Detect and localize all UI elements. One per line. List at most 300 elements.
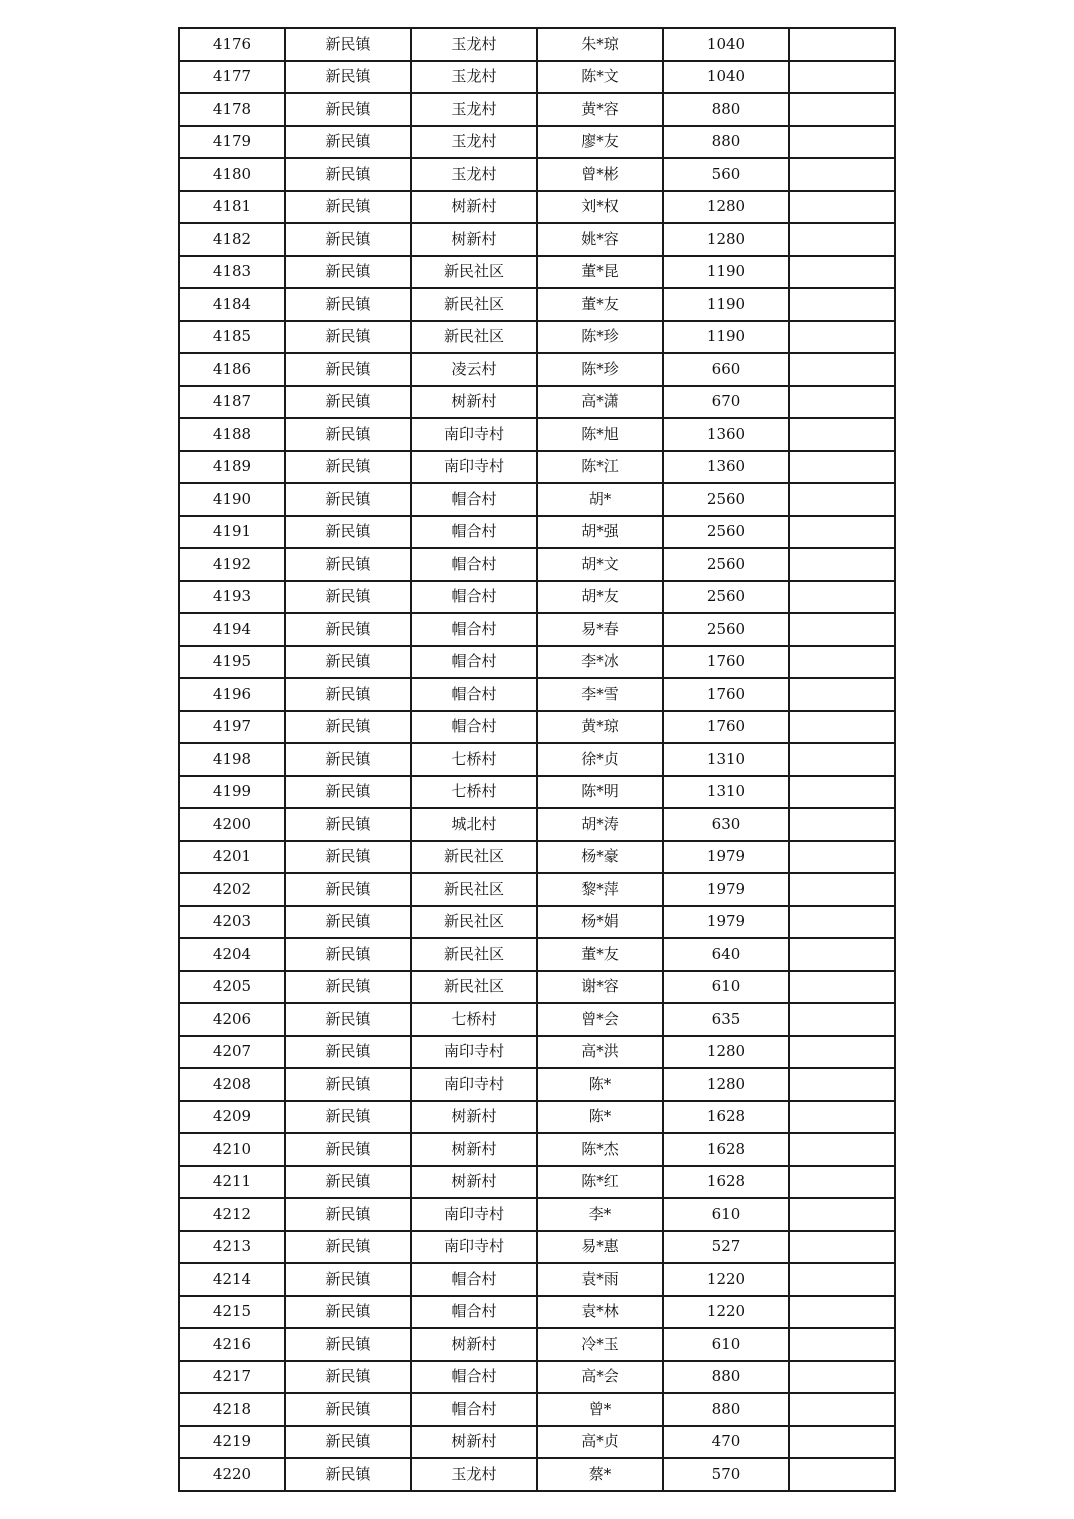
table-row [179,1231,895,1264]
village-cell: 帽合村 [411,1361,537,1394]
town-cell: 新民镇 [285,483,411,516]
table-row [179,776,895,809]
name-cell: 陈*珍 [537,353,663,386]
town-cell: 新民镇 [285,613,411,646]
table-row [179,256,895,289]
table-row [179,1101,895,1134]
village-cell: 七桥村 [411,1003,537,1036]
town-cell: 新民镇 [285,256,411,289]
village-cell: 新民社区 [411,873,537,906]
village-cell: 帽合村 [411,1393,537,1426]
amount-cell: 1040 [663,61,789,94]
amount-cell: 1280 [663,223,789,256]
town-cell: 新民镇 [285,841,411,874]
note-cell [789,1133,895,1166]
note-cell [789,223,895,256]
village-cell: 树新村 [411,1328,537,1361]
table-row [179,1426,895,1459]
name-cell: 杨*娟 [537,906,663,939]
name-cell: 胡*涛 [537,808,663,841]
amount-cell: 635 [663,1003,789,1036]
table-row [179,158,895,191]
table-row [179,386,895,419]
note-cell [789,158,895,191]
town-cell: 新民镇 [285,516,411,549]
town-cell: 新民镇 [285,906,411,939]
name-cell: 陈*旭 [537,418,663,451]
amount-cell: 1628 [663,1133,789,1166]
note-cell [789,1426,895,1459]
serial-number-cell: 4214 [179,1263,285,1296]
serial-number-cell: 4182 [179,223,285,256]
table-row [179,93,895,126]
serial-number-cell: 4203 [179,906,285,939]
village-cell: 城北村 [411,808,537,841]
amount-cell: 2560 [663,483,789,516]
serial-number-cell: 4206 [179,1003,285,1036]
town-cell: 新民镇 [285,581,411,614]
table-row [179,1328,895,1361]
table-row [179,1036,895,1069]
serial-number-cell: 4207 [179,1036,285,1069]
amount-cell: 1280 [663,191,789,224]
name-cell: 高*潇 [537,386,663,419]
village-cell: 南印寺村 [411,1231,537,1264]
village-cell: 玉龙村 [411,61,537,94]
village-cell: 玉龙村 [411,28,537,61]
name-cell: 袁*雨 [537,1263,663,1296]
village-cell: 帽合村 [411,581,537,614]
note-cell [789,841,895,874]
name-cell: 陈*珍 [537,321,663,354]
serial-number-cell: 4205 [179,971,285,1004]
town-cell: 新民镇 [285,646,411,679]
amount-cell: 1310 [663,743,789,776]
serial-number-cell: 4204 [179,938,285,971]
name-cell: 董*友 [537,288,663,321]
village-cell: 树新村 [411,191,537,224]
note-cell [789,548,895,581]
table-row [179,971,895,1004]
amount-cell: 560 [663,158,789,191]
table-row [179,1296,895,1329]
note-cell [789,1361,895,1394]
name-cell: 徐*贞 [537,743,663,776]
amount-cell: 2560 [663,613,789,646]
town-cell: 新民镇 [285,61,411,94]
serial-number-cell: 4185 [179,321,285,354]
amount-cell: 1760 [663,646,789,679]
village-cell: 帽合村 [411,613,537,646]
town-cell: 新民镇 [285,1133,411,1166]
town-cell: 新民镇 [285,288,411,321]
note-cell [789,386,895,419]
town-cell: 新民镇 [285,1003,411,1036]
village-cell: 凌云村 [411,353,537,386]
table-row [179,938,895,971]
name-cell: 陈* [537,1101,663,1134]
serial-number-cell: 4212 [179,1198,285,1231]
village-cell: 树新村 [411,223,537,256]
note-cell [789,743,895,776]
note-cell [789,126,895,159]
town-cell: 新民镇 [285,743,411,776]
table-row [179,613,895,646]
village-cell: 南印寺村 [411,1068,537,1101]
name-cell: 曾*会 [537,1003,663,1036]
serial-number-cell: 4211 [179,1166,285,1199]
name-cell: 李*雪 [537,678,663,711]
village-cell: 帽合村 [411,711,537,744]
village-cell: 玉龙村 [411,1458,537,1491]
table-row [179,548,895,581]
table-row [179,1133,895,1166]
note-cell [789,93,895,126]
village-cell: 玉龙村 [411,126,537,159]
serial-number-cell: 4180 [179,158,285,191]
serial-number-cell: 4197 [179,711,285,744]
name-cell: 高*会 [537,1361,663,1394]
table-row [179,321,895,354]
town-cell: 新民镇 [285,418,411,451]
serial-number-cell: 4210 [179,1133,285,1166]
village-cell: 帽合村 [411,1263,537,1296]
name-cell: 朱*琼 [537,28,663,61]
amount-cell: 1190 [663,321,789,354]
amount-cell: 1040 [663,28,789,61]
note-cell [789,288,895,321]
note-cell [789,1393,895,1426]
amount-cell: 610 [663,1328,789,1361]
village-cell: 七桥村 [411,743,537,776]
town-cell: 新民镇 [285,321,411,354]
note-cell [789,61,895,94]
village-cell: 南印寺村 [411,1198,537,1231]
name-cell: 袁*林 [537,1296,663,1329]
amount-cell: 2560 [663,548,789,581]
amount-cell: 640 [663,938,789,971]
amount-cell: 1280 [663,1068,789,1101]
name-cell: 胡* [537,483,663,516]
serial-number-cell: 4176 [179,28,285,61]
name-cell: 李* [537,1198,663,1231]
village-cell: 树新村 [411,1133,537,1166]
town-cell: 新民镇 [285,1263,411,1296]
town-cell: 新民镇 [285,678,411,711]
amount-cell: 1979 [663,873,789,906]
name-cell: 胡*文 [537,548,663,581]
table-row [179,808,895,841]
note-cell [789,873,895,906]
town-cell: 新民镇 [285,191,411,224]
amount-cell: 1760 [663,711,789,744]
town-cell: 新民镇 [285,971,411,1004]
town-cell: 新民镇 [285,548,411,581]
note-cell [789,678,895,711]
serial-number-cell: 4218 [179,1393,285,1426]
town-cell: 新民镇 [285,1361,411,1394]
village-cell: 帽合村 [411,646,537,679]
amount-cell: 880 [663,93,789,126]
name-cell: 陈*文 [537,61,663,94]
table-row [179,678,895,711]
village-cell: 新民社区 [411,906,537,939]
town-cell: 新民镇 [285,1231,411,1264]
village-cell: 新民社区 [411,256,537,289]
town-cell: 新民镇 [285,808,411,841]
amount-cell: 1220 [663,1263,789,1296]
note-cell [789,1003,895,1036]
name-cell: 蔡* [537,1458,663,1491]
serial-number-cell: 4187 [179,386,285,419]
serial-number-cell: 4219 [179,1426,285,1459]
village-cell: 七桥村 [411,776,537,809]
note-cell [789,938,895,971]
village-cell: 树新村 [411,1101,537,1134]
table-row [179,1263,895,1296]
name-cell: 董*友 [537,938,663,971]
note-cell [789,581,895,614]
village-cell: 树新村 [411,1166,537,1199]
note-cell [789,483,895,516]
town-cell: 新民镇 [285,938,411,971]
village-cell: 新民社区 [411,841,537,874]
name-cell: 冷*玉 [537,1328,663,1361]
note-cell [789,321,895,354]
village-cell: 帽合村 [411,483,537,516]
name-cell: 黄*容 [537,93,663,126]
name-cell: 陈*明 [537,776,663,809]
amount-cell: 1280 [663,1036,789,1069]
amount-cell: 1979 [663,906,789,939]
town-cell: 新民镇 [285,223,411,256]
serial-number-cell: 4213 [179,1231,285,1264]
serial-number-cell: 4217 [179,1361,285,1394]
table-row [179,646,895,679]
town-cell: 新民镇 [285,1296,411,1329]
amount-cell: 470 [663,1426,789,1459]
note-cell [789,711,895,744]
table-row [179,288,895,321]
name-cell: 陈*江 [537,451,663,484]
table-row [179,1003,895,1036]
name-cell: 胡*强 [537,516,663,549]
amount-cell: 1190 [663,288,789,321]
amount-cell: 1979 [663,841,789,874]
serial-number-cell: 4193 [179,581,285,614]
serial-number-cell: 4181 [179,191,285,224]
serial-number-cell: 4200 [179,808,285,841]
serial-number-cell: 4216 [179,1328,285,1361]
name-cell: 黎*萍 [537,873,663,906]
table-row [179,28,895,61]
table-row [179,1393,895,1426]
table-row [179,873,895,906]
name-cell: 高*洪 [537,1036,663,1069]
table-row [179,1068,895,1101]
name-cell: 曾*彬 [537,158,663,191]
serial-number-cell: 4194 [179,613,285,646]
table-row [179,126,895,159]
note-cell [789,1458,895,1491]
table-body [179,28,895,1491]
note-cell [789,1231,895,1264]
name-cell: 陈*红 [537,1166,663,1199]
town-cell: 新民镇 [285,1426,411,1459]
serial-number-cell: 4183 [179,256,285,289]
serial-number-cell: 4202 [179,873,285,906]
amount-cell: 630 [663,808,789,841]
name-cell: 姚*容 [537,223,663,256]
village-cell: 新民社区 [411,288,537,321]
amount-cell: 660 [663,353,789,386]
serial-number-cell: 4215 [179,1296,285,1329]
table-row [179,451,895,484]
serial-number-cell: 4188 [179,418,285,451]
village-cell: 帽合村 [411,1296,537,1329]
town-cell: 新民镇 [285,1101,411,1134]
amount-cell: 2560 [663,516,789,549]
amount-cell: 880 [663,1393,789,1426]
note-cell [789,1328,895,1361]
table-row [179,1198,895,1231]
amount-cell: 1628 [663,1101,789,1134]
name-cell: 陈* [537,1068,663,1101]
serial-number-cell: 4196 [179,678,285,711]
village-cell: 南印寺村 [411,418,537,451]
village-cell: 树新村 [411,1426,537,1459]
note-cell [789,418,895,451]
note-cell [789,451,895,484]
note-cell [789,1036,895,1069]
note-cell [789,1198,895,1231]
name-cell: 易*春 [537,613,663,646]
town-cell: 新民镇 [285,386,411,419]
note-cell [789,256,895,289]
town-cell: 新民镇 [285,1393,411,1426]
amount-cell: 670 [663,386,789,419]
subsidy-table [178,27,896,1492]
name-cell: 曾* [537,1393,663,1426]
town-cell: 新民镇 [285,126,411,159]
name-cell: 黄*琼 [537,711,663,744]
serial-number-cell: 4201 [179,841,285,874]
note-cell [789,1296,895,1329]
table-row [179,353,895,386]
serial-number-cell: 4189 [179,451,285,484]
serial-number-cell: 4178 [179,93,285,126]
name-cell: 陈*杰 [537,1133,663,1166]
serial-number-cell: 4186 [179,353,285,386]
note-cell [789,613,895,646]
serial-number-cell: 4177 [179,61,285,94]
village-cell: 玉龙村 [411,158,537,191]
name-cell: 刘*权 [537,191,663,224]
table-row [179,711,895,744]
note-cell [789,1068,895,1101]
town-cell: 新民镇 [285,711,411,744]
serial-number-cell: 4208 [179,1068,285,1101]
village-cell: 树新村 [411,386,537,419]
table-row [179,1458,895,1491]
note-cell [789,646,895,679]
town-cell: 新民镇 [285,353,411,386]
table-row [179,1166,895,1199]
town-cell: 新民镇 [285,158,411,191]
town-cell: 新民镇 [285,93,411,126]
amount-cell: 1360 [663,418,789,451]
note-cell [789,971,895,1004]
table-row [179,191,895,224]
village-cell: 帽合村 [411,548,537,581]
serial-number-cell: 4198 [179,743,285,776]
amount-cell: 1190 [663,256,789,289]
town-cell: 新民镇 [285,873,411,906]
note-cell [789,776,895,809]
name-cell: 谢*容 [537,971,663,1004]
note-cell [789,808,895,841]
amount-cell: 570 [663,1458,789,1491]
serial-number-cell: 4220 [179,1458,285,1491]
name-cell: 杨*豪 [537,841,663,874]
table-row [179,906,895,939]
serial-number-cell: 4195 [179,646,285,679]
amount-cell: 2560 [663,581,789,614]
table-row [179,581,895,614]
village-cell: 新民社区 [411,971,537,1004]
name-cell: 李*冰 [537,646,663,679]
table-row [179,743,895,776]
serial-number-cell: 4190 [179,483,285,516]
town-cell: 新民镇 [285,1328,411,1361]
table-row [179,516,895,549]
table-row [179,1361,895,1394]
serial-number-cell: 4191 [179,516,285,549]
amount-cell: 1310 [663,776,789,809]
town-cell: 新民镇 [285,28,411,61]
amount-cell: 1628 [663,1166,789,1199]
amount-cell: 610 [663,971,789,1004]
town-cell: 新民镇 [285,1166,411,1199]
table-row [179,223,895,256]
amount-cell: 1360 [663,451,789,484]
town-cell: 新民镇 [285,1198,411,1231]
town-cell: 新民镇 [285,1068,411,1101]
document-page [178,27,894,1492]
village-cell: 新民社区 [411,321,537,354]
amount-cell: 880 [663,1361,789,1394]
serial-number-cell: 4179 [179,126,285,159]
serial-number-cell: 4184 [179,288,285,321]
note-cell [789,516,895,549]
note-cell [789,1166,895,1199]
note-cell [789,1263,895,1296]
amount-cell: 610 [663,1198,789,1231]
table-row [179,418,895,451]
village-cell: 南印寺村 [411,451,537,484]
note-cell [789,191,895,224]
serial-number-cell: 4192 [179,548,285,581]
amount-cell: 1220 [663,1296,789,1329]
table-row [179,841,895,874]
serial-number-cell: 4199 [179,776,285,809]
town-cell: 新民镇 [285,1458,411,1491]
table-row [179,61,895,94]
note-cell [789,906,895,939]
village-cell: 帽合村 [411,678,537,711]
village-cell: 南印寺村 [411,1036,537,1069]
town-cell: 新民镇 [285,1036,411,1069]
